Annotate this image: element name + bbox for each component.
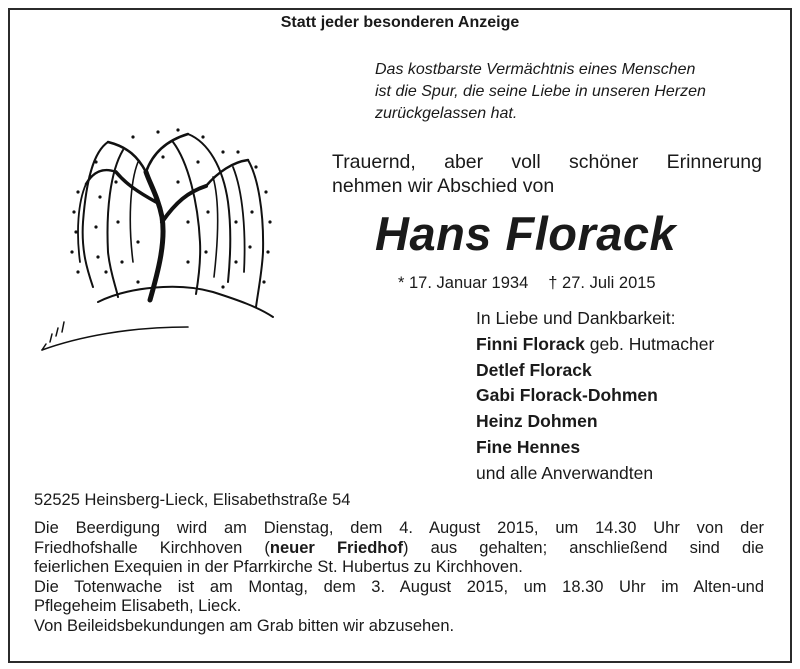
details-line-6: Von Beileidsbekundungen am Grab bitten wir abzusehen. — [34, 616, 455, 635]
address: 52525 Heinsberg-Lieck, Elisabethstraße 54 — [34, 491, 351, 509]
family-member-1-suffix: geb. Hutmacher — [584, 333, 715, 354]
birth-date: * 17. Januar 1934 — [398, 274, 529, 292]
quote-line-1: Das kostbarste Vermächtnis eines Menschen — [375, 61, 696, 78]
intro-line-2: nehmen wir Abschied von — [332, 175, 555, 197]
cemetery-name: neuer Friedhof — [269, 538, 403, 557]
death-date: † 27. Juli 2015 — [548, 274, 656, 292]
family-member-2-name: Detlef Florack — [476, 359, 592, 380]
family-member-4 — [476, 409, 714, 435]
family-list — [476, 306, 714, 487]
life-dates — [398, 274, 656, 293]
family-outro: und alle Anverwandten — [476, 462, 654, 483]
family-intro: In Liebe und Dankbarkeit: — [476, 308, 676, 328]
details-line-5: Pflegeheim Elisabeth, Lieck. — [34, 597, 242, 615]
family-member-3-name: Gabi Florack-Dohmen — [476, 385, 658, 406]
details-line-2-post: ) aus gehalten; anschließend sind die — [402, 538, 764, 557]
details-line-4: Die Totenwache ist am Montag, dem 3. August 2015, um 18.30 Uhr im Alten-und — [34, 577, 764, 596]
memorial-quote — [375, 59, 706, 125]
header-title: Statt jeder besonderen Anzeige — [280, 14, 520, 31]
deceased-name: Hans Florack — [375, 207, 677, 260]
funeral-details — [34, 519, 764, 636]
weeping-willow-tree-icon — [38, 122, 278, 372]
family-member-3 — [476, 383, 714, 409]
family-member-1-name: Finni Florack — [476, 333, 585, 354]
details-line-3: feierlichen Exequien in der Pfarrkirche St. Hubertus zu Kirchhoven. — [34, 558, 523, 576]
details-line-1: Die Beerdigung wird am Dienstag, dem 4. August 2015, um 14.30 Uhr von der — [34, 519, 764, 537]
family-member-2 — [476, 358, 714, 384]
intro-text — [332, 150, 762, 198]
details-line-2-pre: Friedhofshalle Kirchhoven ( — [34, 538, 270, 557]
details-line-2 — [34, 539, 764, 559]
family-member-5-name: Fine Hennes — [476, 436, 581, 457]
family-member-4-name: Heinz Dohmen — [476, 411, 598, 432]
intro-line-1: Trauernd, aber voll schöner Erinnerung — [332, 151, 762, 173]
quote-line-3: zurückgelassen hat. — [375, 105, 518, 122]
family-member-1 — [476, 332, 714, 358]
family-member-5 — [476, 435, 714, 461]
quote-line-2: ist die Spur, die seine Liebe in unseren Herzen — [375, 83, 706, 100]
